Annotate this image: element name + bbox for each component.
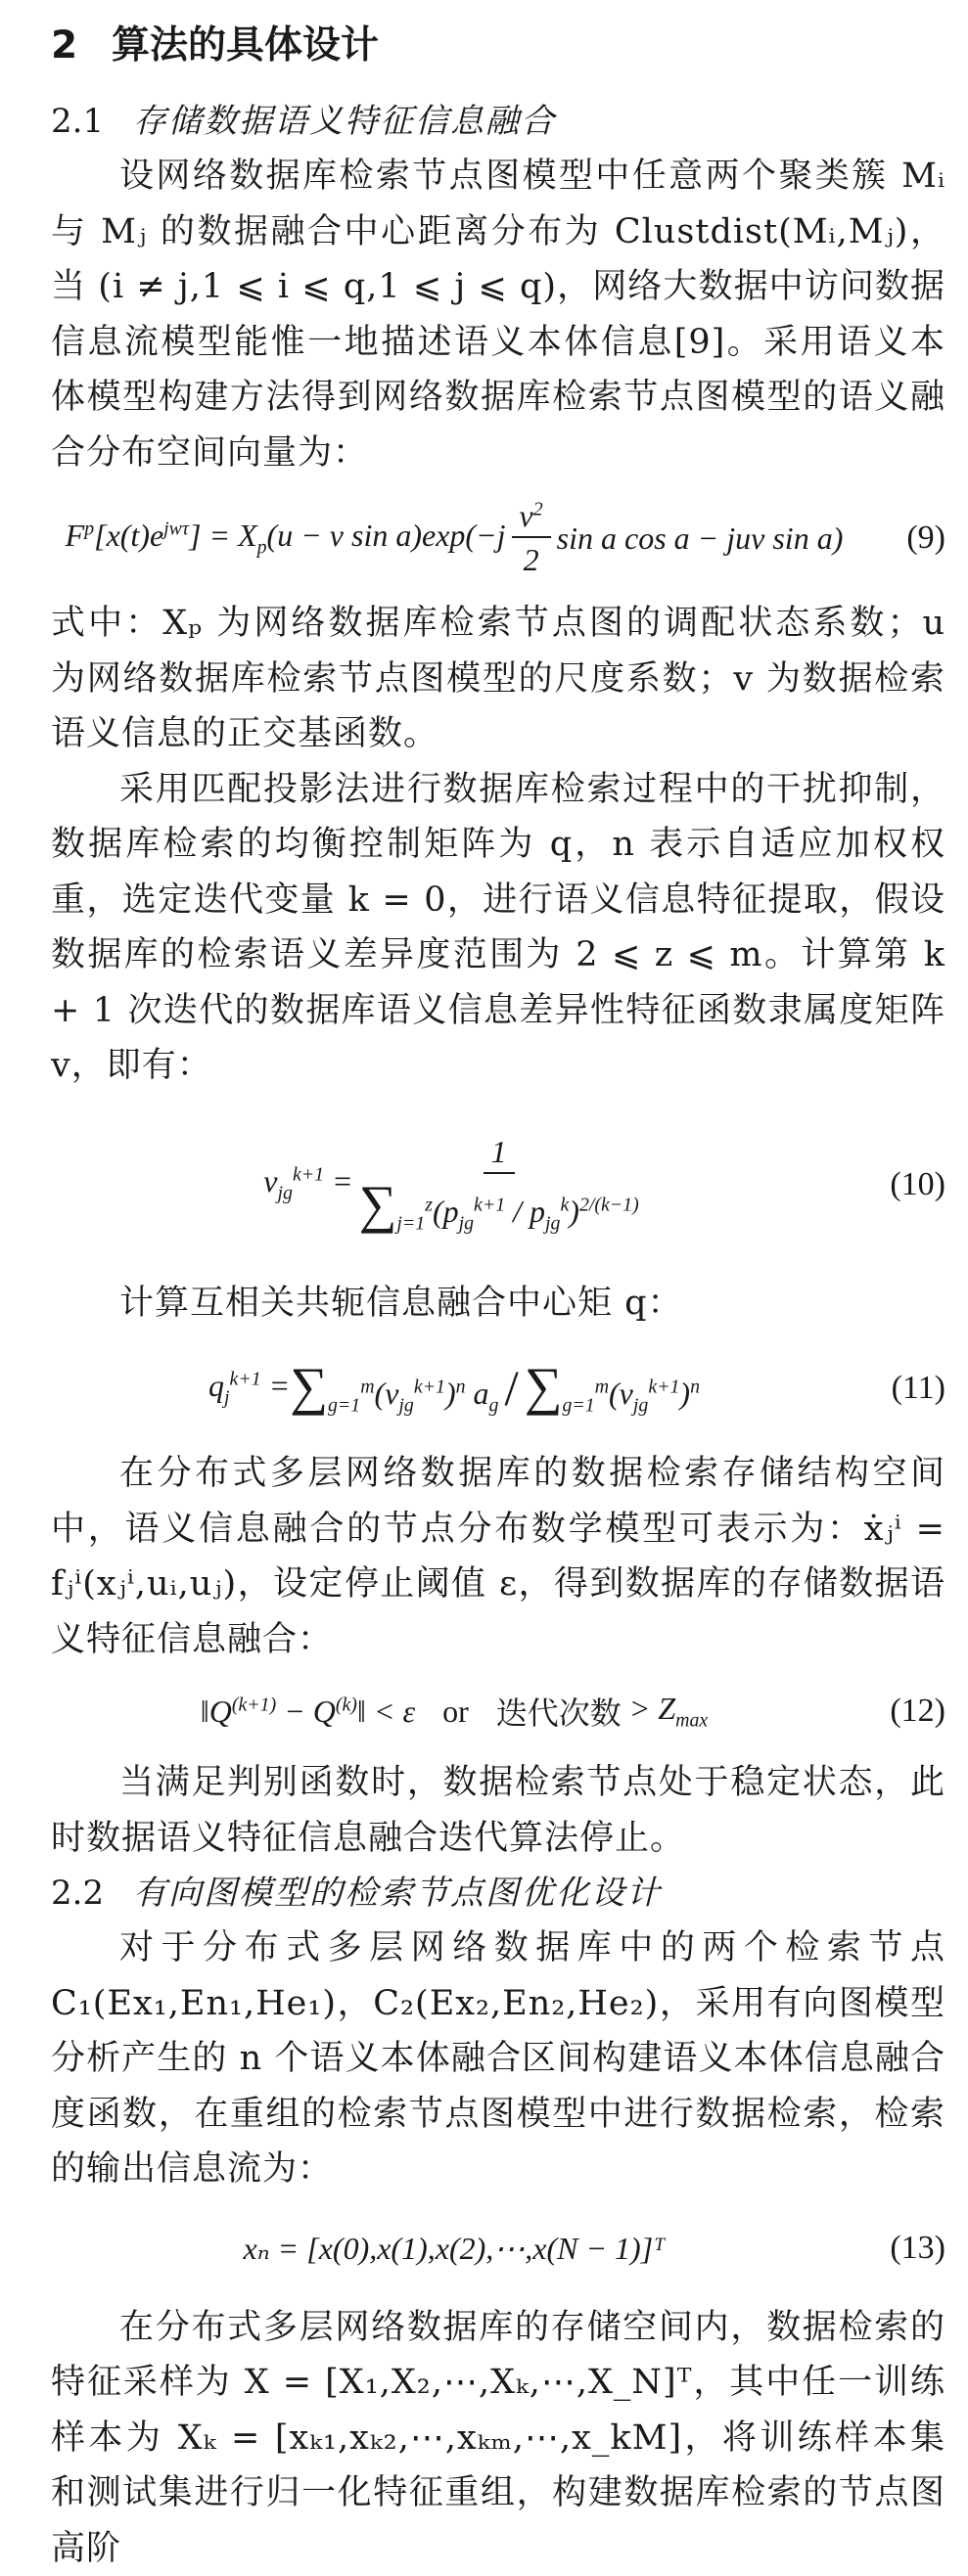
section-number: 2 [51,16,112,76]
equation-12-text: 迭代次数 [496,1689,622,1734]
paragraph-7: 对于分布式多层网络数据库中的两个检索节点 C₁(Ex₁,En₁,He₁)，C₂(Ex₂,En₂,He₂)，采用有向图模型分析产生的 n 个语义本体融合区间构建语义本体信息融合度函数，在重组的检索节点图模型中进行数据检索，检索的输出信息流为： [51,1921,945,2197]
section-heading [51,16,945,76]
equation-9: $F^p[x(t)e^{jw\tau}] = X_p(u - v$ sin a)exp(−j $\frac{v^2}{2}$ sin a cos a − juv sin a) (9) [51,480,945,596]
paragraph-4: 计算互相关共轭信息融合中心矩 q： [51,1276,945,1332]
paragraph-1: 设网络数据库检索节点图模型中任意两个聚类簇 Mᵢ 与 Mⱼ 的数据融合中心距离分布为 Clustdist(Mᵢ,Mⱼ)，当 (i ≠ j,1 ⩽ i ⩽ q,1 ⩽ j ⩽ q)，网络大数据中访问数据信息流模型能惟一地描述语义本体信息[9]。采用语义本体模型构建方法得到网络数据库检索节点图模型的语义融合分布空间向量为： [51,149,945,480]
subsection-number: 2.2 [51,1866,133,1921]
equation-number-10: (10) [890,1166,945,1203]
paragraph-5: 在分布式多层网络数据库的数据检索存储结构空间中，语义信息融合的节点分布数学模型可表示为：ẋⱼⁱ = fⱼⁱ(xⱼⁱ,uᵢ,uⱼ)，设定停止阈值 ε，得到数据库的存储数据语义特征信息融合： [51,1446,945,1667]
subsection-number: 2.1 [51,94,133,149]
equation-11: $q_j^{k+1}$ = $\sum_{g=1}^m(v_{jg}^{k+1})^n$ $a_g$ / $\sum_{g=1}^m(v_{jg}^{k+1})^n$ (11) [51,1331,945,1446]
equation-number-13: (13) [890,2230,945,2267]
equation-13 [51,2197,945,2300]
subsection-title: 存储数据语义特征信息融合 [133,102,556,141]
paragraph-8: 在分布式多层网络数据库的存储空间内，数据检索的特征采样为 X = [X₁,X₂,⋯,Xₖ,⋯,X_N]ᵀ，其中任一训练样本为 Xₖ = [xₖ₁,xₖ₂,⋯,xₖₘ,⋯,x_kM]，将训练样本集和测试集进行归一化特征重组，构建数据库检索的节点图高阶 [51,2300,945,2576]
equation-number-12: (12) [890,1693,945,1730]
equation-13-body: xₙ = [x(0),x(1),x(2),⋯,x(N − 1)]ᵀ [243,2230,665,2267]
subsection-heading-2-1 [51,94,945,149]
equation-10: $v_{jg}^{k+1}$ = $\frac{1}{\sum_{j=1}^z(p_{jg}^{k+1} / p_{jg}^k)^{2/(k-1)}}$ (10) [51,1094,945,1276]
subsection-heading-2-2 [51,1866,945,1921]
equation-number-9: (9) [906,520,945,557]
section-title: 算法的具体设计 [112,23,379,68]
subsection-title: 有向图模型的检索节点图优化设计 [133,1874,662,1913]
paragraph-6: 当满足判别函数时，数据检索节点处于稳定状态，此时数据语义特征信息融合迭代算法停止。 [51,1755,945,1866]
paragraph-2: 式中：Xₚ 为网络数据库检索节点图的调配状态系数；u 为网络数据库检索节点图模型的尺度系数；v 为数据检索语义信息的正交基函数。 [51,596,945,762]
paragraph-3: 采用匹配投影法进行数据库检索过程中的干扰抑制，数据库检索的均衡控制矩阵为 q，n 表示自适应加权权重，选定迭代变量 k = 0，进行语义信息特征提取，假设数据库的检索语义差异度范围为 2 ⩽ z ⩽ m。计算第 k + 1 次迭代的数据库语义信息差异性特征函数隶属度矩阵 v，即有： [51,762,945,1094]
equation-12: $‖Q^{(k+1)}$ − $Q^{(k)}‖ < \varepsilon$ or 迭代次数 > $Z_{max}$ (12) [51,1667,945,1755]
equation-12-or: or [442,1694,469,1730]
equation-number-11: (11) [892,1370,945,1407]
